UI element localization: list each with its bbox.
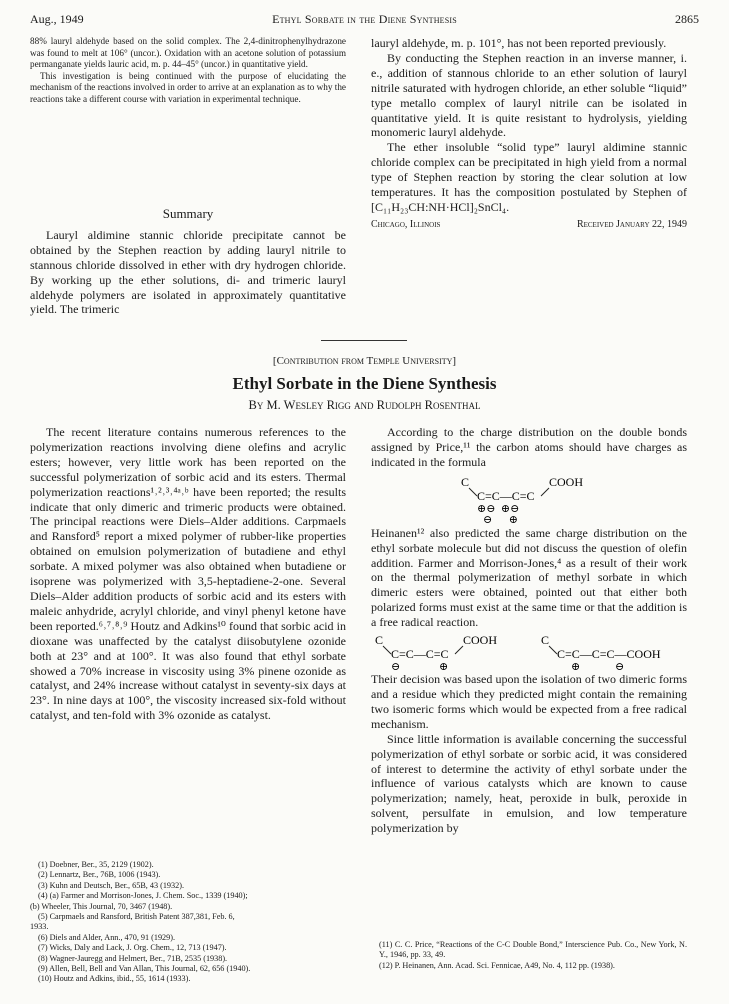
footnote: (4) (a) Farmer and Morrison-Jones, J. Chem. Soc., 1339 (1940);	[38, 891, 248, 901]
form-b-charge: ⊖	[615, 661, 625, 673]
formula-c-left: C	[461, 474, 470, 489]
footnote: (1) Doebner, Ber., 35, 2129 (1902).	[38, 860, 154, 869]
form-b-chain: C=C—C=C—COOH	[557, 647, 661, 662]
header-date: Aug., 1949	[30, 12, 84, 26]
page-number: 2865	[675, 12, 699, 26]
footnote: (7) Wicks, Daly and Lack, J. Org. Chem., 12, 713 (1947).	[38, 943, 227, 953]
article-title: Ethyl Sorbate in the Diene Synthesis	[232, 374, 497, 393]
summary-heading: Summary	[162, 206, 214, 221]
prev-paragraph: This investigation is being continued with the purpose of elucidating the mechanism of the reactions involved in order to arrive at an explanation as to why the reactions take a different course with variation in experimental technique.	[30, 70, 346, 104]
footnote: (11) C. C. Price, “Reactions of the C-C Double Bond,” Interscience Pub. Co., New York, N. Y., 1946, pp. 33, 49.	[379, 940, 687, 960]
prev-right-p2: By conducting the Stephen reaction in an inverse manner, i. e., addition of stannous chloride to an ether solution of lauryl nitrile saturated with hydrogen chloride, an ether soluble “liquid” type metallo complex of lauryl nitrile can be isolated in quantitative yield. It is quite resistant to hydrolysis, yielding monomeric lauryl aldehyde.	[371, 50, 687, 140]
footnote: (2) Lennartz, Ber., 76B, 1006 (1943).	[38, 870, 161, 880]
right-paragraph: Their decision was based upon the isolation of two dimeric forms and a residue which they predicted might contain the remaining two isomeric forms which would be expected from a free radical mechanism.	[371, 672, 687, 731]
footnote: (b) Wheeler, This Journal, 70, 3467 (1948).	[30, 901, 173, 911]
dateline	[371, 218, 687, 233]
separator-rule	[321, 340, 407, 341]
formula-chain: C=C—C=C	[477, 488, 535, 503]
right-paragraph: Since little information is available concerning the successful polymerization of ethyl sorbate or sorbic acid, it was considered of interest to determine the activity of ethyl sorbate under the influence of various catalysts which are known to cause polymerization; namely, heat, peroxide in bulk, peroxide in solvent, persulfate in emulsion, and low temperature polymerization by	[371, 731, 687, 836]
running-header	[30, 12, 699, 28]
received-date: Received January 22, 1949	[576, 218, 687, 230]
form-a-c: C	[375, 633, 384, 648]
article-left-column	[30, 425, 346, 723]
prev-paragraph: 88% lauryl aldehyde based on the solid complex. The 2,4-dinitrophenylhydrazone was found to melt at 106° (uncor.). Oxidation with an acetone solution of potassium permanganate yields lauric acid, m. p. 44–45° (uncor.) in quantitative yield.	[30, 36, 346, 69]
form-a-charge: ⊖	[391, 661, 401, 673]
right-paragraph: According to the charge distribution on the double bonds assigned by Price,¹¹ the carbon atoms should have charges as indicated in the formula	[371, 425, 687, 469]
formula-bond	[549, 646, 557, 654]
formula-cooh: COOH	[549, 474, 584, 489]
footnote: (10) Houtz and Adkins, ibid., 55, 1614 (1933).	[38, 974, 191, 984]
footnote: (3) Kuhn and Deutsch, Ber., 65B, 43 (1932).	[38, 880, 184, 890]
summary-paragraph: Lauryl aldimine stannic chloride precipitate cannot be obtained by the Stephen reaction by adding lauryl nitrile to stannous chloride dissolved in ether with dry hydrogen chloride. By working up the ether solutions, di- and trimeric lauryl aldehyde polymers are isolated in approximately quantitative yield. The trimeric	[30, 227, 346, 317]
polarized-forms-drawing	[371, 630, 687, 672]
form-a-charge: ⊕	[439, 661, 449, 673]
formula-bond	[383, 646, 391, 654]
city: Chicago, Illinois	[371, 218, 441, 230]
formula-charges-top: ⊕⊖ ⊕⊖	[477, 502, 520, 515]
form-a-cooh: COOH	[463, 633, 498, 648]
form-b-charge: ⊕	[571, 661, 581, 673]
charge-formula-drawing	[371, 470, 687, 526]
form-b-c: C	[541, 633, 550, 648]
article-right-column	[371, 425, 687, 836]
right-paragraph: Heinanen¹² also predicted the same charge distribution on the ethyl sorbate molecule but did not discuss the question of olefin addition. Farmer and Morrison-Jones,⁴ as a result of their work on the thermal polymerization of methyl sorbate in which dimeric esters were obtained, pointed out that either both polarized forms must exist at the same time or that the addition is a free radical reaction.	[371, 525, 687, 630]
formula-bond	[541, 488, 549, 496]
prev-left-small	[30, 36, 346, 105]
footnote: 1933.	[30, 922, 49, 932]
formula-bond	[469, 488, 477, 496]
footnotes-left	[30, 860, 346, 985]
footnote: (12) P. Heinanen, Ann. Acad. Sci. Fennicae, A49, No. 4, 112 pp. (1938).	[379, 960, 615, 970]
footnote: (8) Wagner-Jauregg and Helmert, Ber., 71B, 2535 (1938).	[38, 953, 228, 963]
footnote: (5) Carpmaels and Ransford, British Patent 387,381, Feb. 6,	[38, 912, 235, 922]
charge-formula	[371, 470, 687, 526]
form-a-chain: C=C—C=C	[391, 647, 449, 662]
footnote: (9) Allen, Bell, Bell and Van Allan, This Journal, 62, 656 (1940).	[38, 964, 251, 974]
summary-section	[30, 199, 346, 317]
prev-right-column	[371, 36, 687, 233]
prev-right-p3: The ether insoluble “solid type” lauryl aldimine stannic chloride complex can be precipitated in high yield from a normal type of Stephen reaction by storing the clear solution at low temperatures. It has the composition postulated by Stephen of [C₁₁H₂₃CH:NH·HCl]₂SnCl₄.	[371, 140, 687, 214]
formula-charges-bottom: ⊖ ⊕	[483, 513, 518, 526]
byline: By M. Wesley Rigg and Rudolph Rosenthal	[248, 398, 481, 412]
footnote: (6) Diels and Alder, Ann., 470, 91 (1929).	[38, 932, 176, 942]
formula-bond	[455, 646, 463, 654]
polarized-forms	[371, 630, 687, 672]
footnotes-right	[371, 940, 687, 971]
prev-right-p1: lauryl aldehyde, m. p. 101°, has not been reported previously.	[371, 36, 667, 50]
header-title: Ethyl Sorbate in the Diene Synthesis	[272, 12, 457, 26]
intro-paragraph: The recent literature contains numerous references to the polymerization reactions involving diene olefins and acrylic esters; however, very little work has been reported on the successful polymerization of sorbic acid and its esters. Thermal polymerization reactions¹˒²˒³˒⁴ᵃ˒ᵇ have been reported; the results indicate that only dimeric and trimeric products were obtained. The principal reactions were Diels–Alder additions. Carpmaels and Ransford⁵ report a mixed polymer of rubber-like properties obtained on emulsion polymerization of butadiene and ethyl sorbate. A mixed polymer was also obtained when butadiene or isoprene was polymerized with 3,5-heptadiene-2-one. Several Diels–Alder addition products of sorbic acid and its esters with maleic anhydride, acrylyl chloride, and vinyl phenyl ketone have been reported.⁶˒⁷˒⁸˒⁹ Houtz and Adkins¹⁰ found that sorbic acid in dioxane was unaffected by the catalyst diisobutylene ozonide both at 23° and at 100°. It was also found that ethyl sorbate showed a 70% increase in viscosity using 3% pinene ozonide as catalyst, and 24% increase without catalyst in seventy-six days at 23°. In nine days at 100°, the viscosity increased six-fold without catalyst, and ten-fold with 3% ozonide as catalyst.	[30, 425, 346, 723]
contribution-line: [Contribution from Temple University]	[272, 355, 457, 367]
